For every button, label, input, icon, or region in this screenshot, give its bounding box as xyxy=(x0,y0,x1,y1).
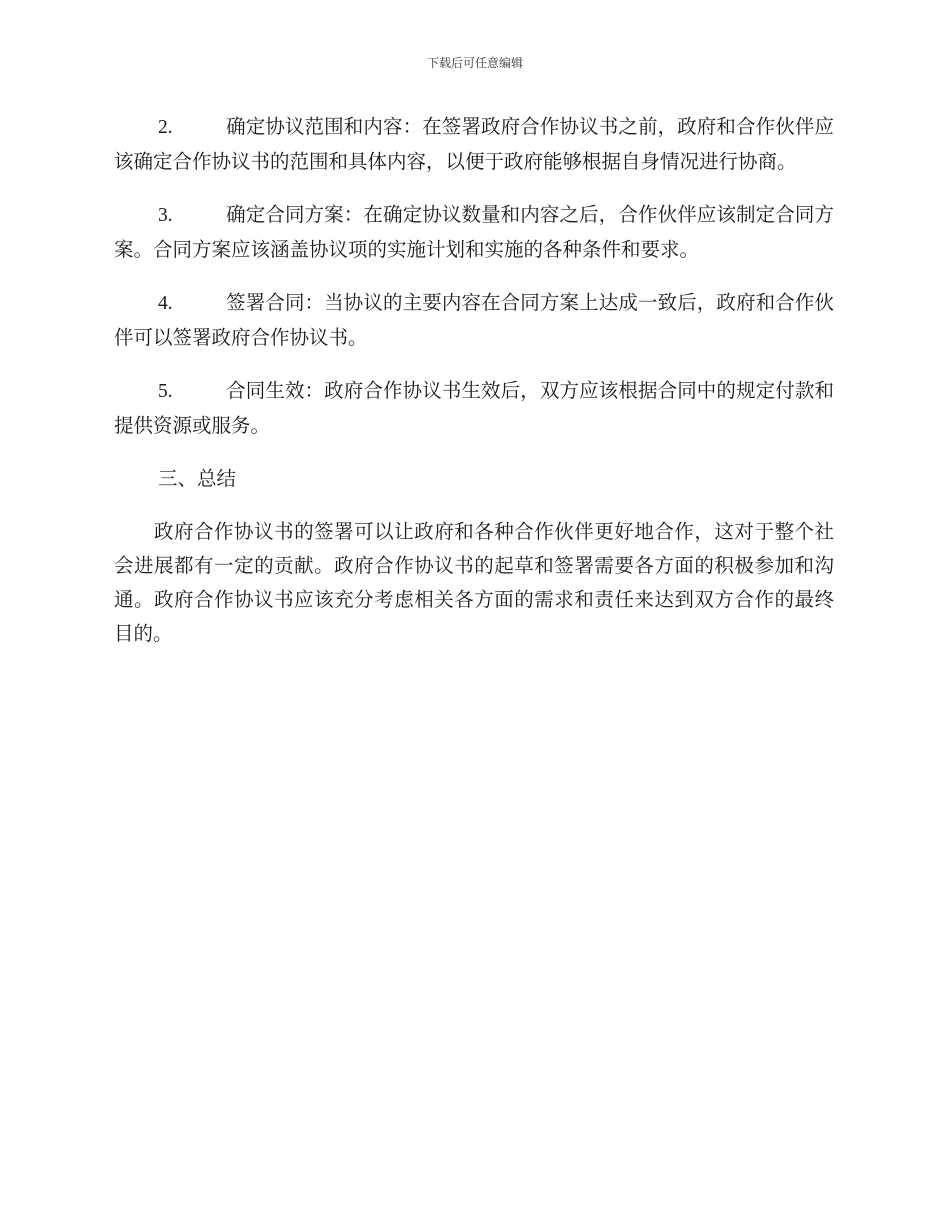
section-heading: 三、总结 xyxy=(158,467,237,490)
item-number: 3. xyxy=(158,205,173,226)
list-item xyxy=(114,374,834,443)
item-text: 确定合同方案：在确定协议数量和内容之后，合作伙伴应该制定合同方案。合同方案应该涵盖协议项的实施计划和实施的各种条件和要求。 xyxy=(114,203,834,261)
item-number: 5. xyxy=(158,381,173,402)
list-item xyxy=(114,198,834,267)
item-text: 合同生效：政府合作协议书生效后，双方应该根据合同中的规定付款和提供资源或服务。 xyxy=(114,379,834,437)
list-item xyxy=(114,110,834,179)
item-text: 签署合同：当协议的主要内容在合同方案上达成一致后，政府和合作伙伴可以签署政府合作协议书。 xyxy=(114,291,834,349)
item-number: 2. xyxy=(158,117,173,138)
list-item xyxy=(114,286,834,355)
item-text: 确定协议范围和内容：在签署政府合作协议书之前，政府和合作伙伴应该确定合作协议书的范围和具体内容，以便于政府能够根据自身情况进行协商。 xyxy=(114,115,834,173)
page-header: 下载后可任意编辑 xyxy=(426,56,523,70)
document-body xyxy=(114,110,834,651)
item-number: 4. xyxy=(158,293,173,314)
summary-paragraph: 政府合作协议书的签署可以让政府和各种合作伙伴更好地合作，这对于整个社会进展都有一定的贡献。政府合作协议书的起草和签署需要各方面的积极参加和沟通。政府合作协议书应该充分考虑相关各方面的需求和责任来达到双方合作的最终目的。 xyxy=(114,520,834,645)
